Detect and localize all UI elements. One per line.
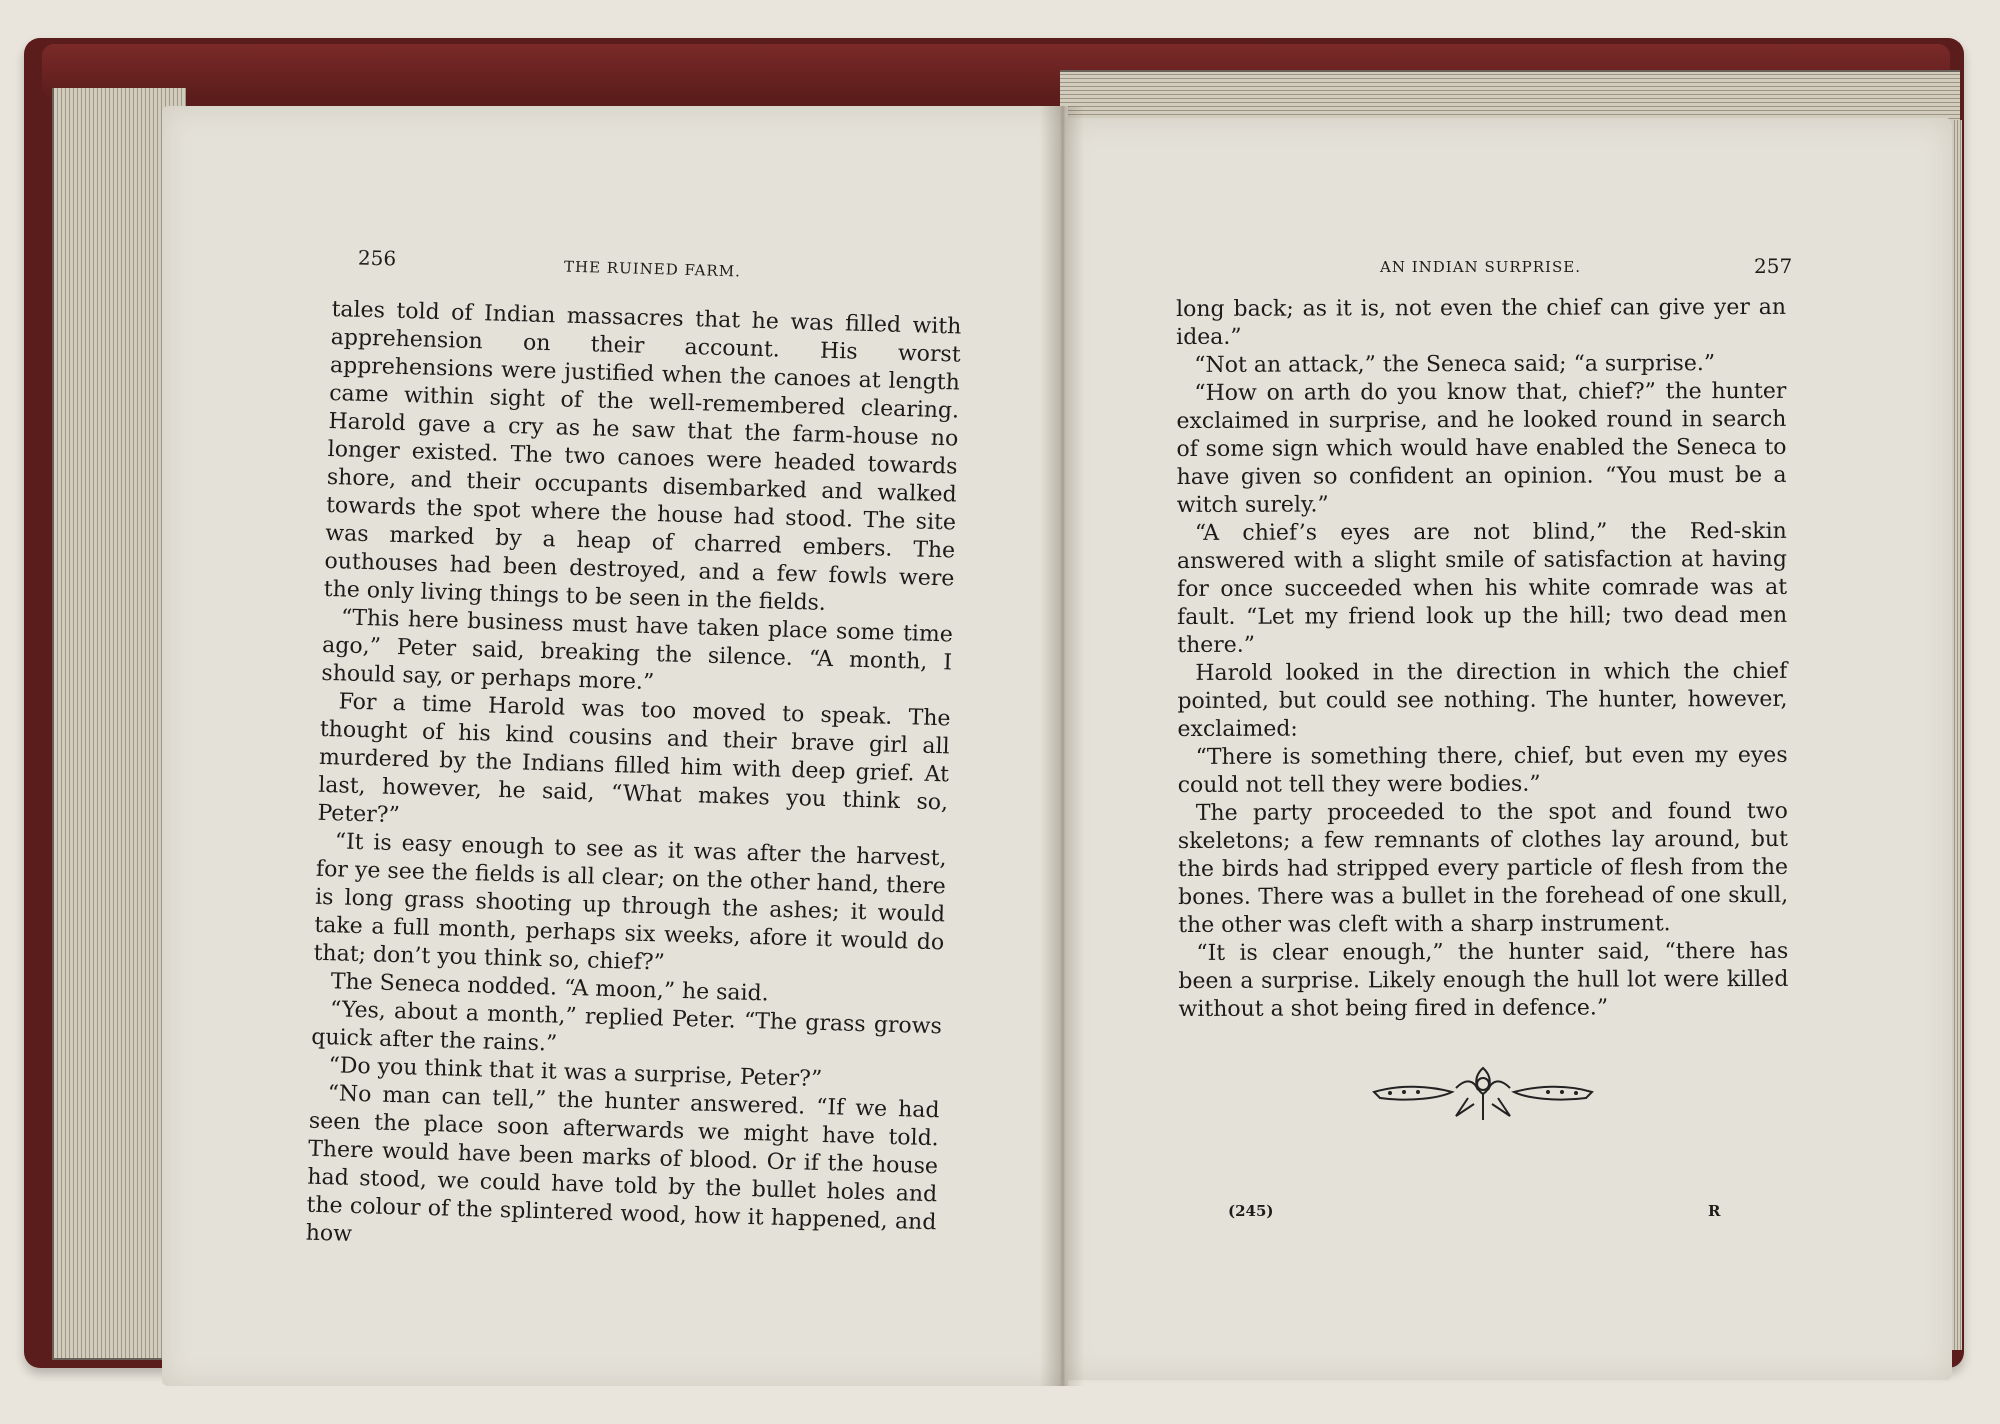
right-page-stack-side: [1952, 120, 1962, 1350]
left-paragraph: For a time Harold was too moved to speak. The thought of his kind cousins and their brave girl all murdered by the Indians filled him with deep grief. At last, however, he said, “What makes you think so, Peter?”: [317, 689, 951, 829]
floral-tailpiece-icon: [1370, 1060, 1596, 1126]
signature-mark: (245): [1228, 1202, 1274, 1220]
left-running-head: THE RUINED FARM.: [563, 257, 742, 281]
left-paragraph: “This here business must have taken place some time ago,” Peter said, breaking the silence. “A month, I should say, or perhaps more.”: [321, 605, 954, 696]
left-paragraph: “Yes, about a month,” replied Peter. “The grass grows quick after the rains.”: [310, 997, 943, 1057]
gathering-letter: R: [1708, 1202, 1721, 1220]
right-paragraph: “A chief’s eyes are not blind,” the Red-skin answered with a slight smile of satisfaction at having for once succeeded when his white comrade was at fault. “Let my friend look up the hill; two dead men there.”: [1176, 518, 1788, 658]
left-paragraph: “Do you think that it was a surprise, Peter?”: [328, 1053, 823, 1092]
right-paragraph: “There is something there, chief, but even my eyes could not tell they were bodies.”: [1177, 742, 1788, 798]
left-paragraph: The Seneca nodded. “A moon,” he said.: [330, 969, 770, 1007]
right-paragraph: “It is clear enough,” the hunter said, “there has been a surprise. Likely enough the hull lot were killed without a shot being fired in defence.”: [1178, 938, 1789, 1022]
right-paragraph: “How on arth do you know that, chief?” the hunter exclaimed in surprise, and he looked round in search of some sign which would have enabled the Seneca to have given so confident an opinion. “You must be a witch surely.”: [1176, 378, 1787, 518]
right-paragraph: Harold looked in the direction in which the chief pointed, but could see nothing. The hunter, however, exclaimed:: [1177, 658, 1788, 742]
right-paragraph: The party proceeded to the spot and found two skeletons; a few remnants of clothes lay around, but the birds had stripped every particle of flesh from the bones. There was a bullet in the forehead of one skull, the other was cleft with a sharp instrument.: [1177, 798, 1789, 938]
right-page-text: [1176, 294, 1789, 1024]
left-page-number: 256: [357, 245, 397, 271]
right-paragraph: “Not an attack,” the Seneca said; “a surprise.”: [1194, 351, 1716, 378]
right-running-head: AN INDIAN SURPRISE.: [1380, 258, 1581, 276]
left-paragraph: tales told of Indian massacres that he was filled with apprehension on their account. His worst apprehensions were justified when the canoes at length came within sight of the well-remembered clearing. Harold gave a cry as he saw that the farm-house no longer existed. The two canoes were headed towards shore, and their occupants disembarked and walked towards the spot where the house had stood. The site was marked by a heap of charred embers. The outhouses had been destroyed, and a few fowls were the only living things to be seen in the fields.: [323, 296, 962, 616]
left-paragraph: “No man can tell,” the hunter answered. “If we had seen the place soon afterwards we might have told. There would have been marks of blood. Or if the house had stood, we could have told by the bullet holes and the colour of the splintered wood, how it happened, and how: [305, 1081, 940, 1247]
left-page-text: [305, 296, 961, 1265]
right-page-number: 257: [1754, 254, 1793, 278]
right-paragraph: long back; as it is, not even the chief can give yer an idea.”: [1176, 294, 1787, 350]
left-paragraph: “It is easy enough to see as it was after the harvest, for ye see the fields is all clear; on the other hand, there is long grass shooting up through the ashes; it would take a full month, perhaps six weeks, afore it would do that; don’t you think so, chief?”: [313, 829, 947, 976]
